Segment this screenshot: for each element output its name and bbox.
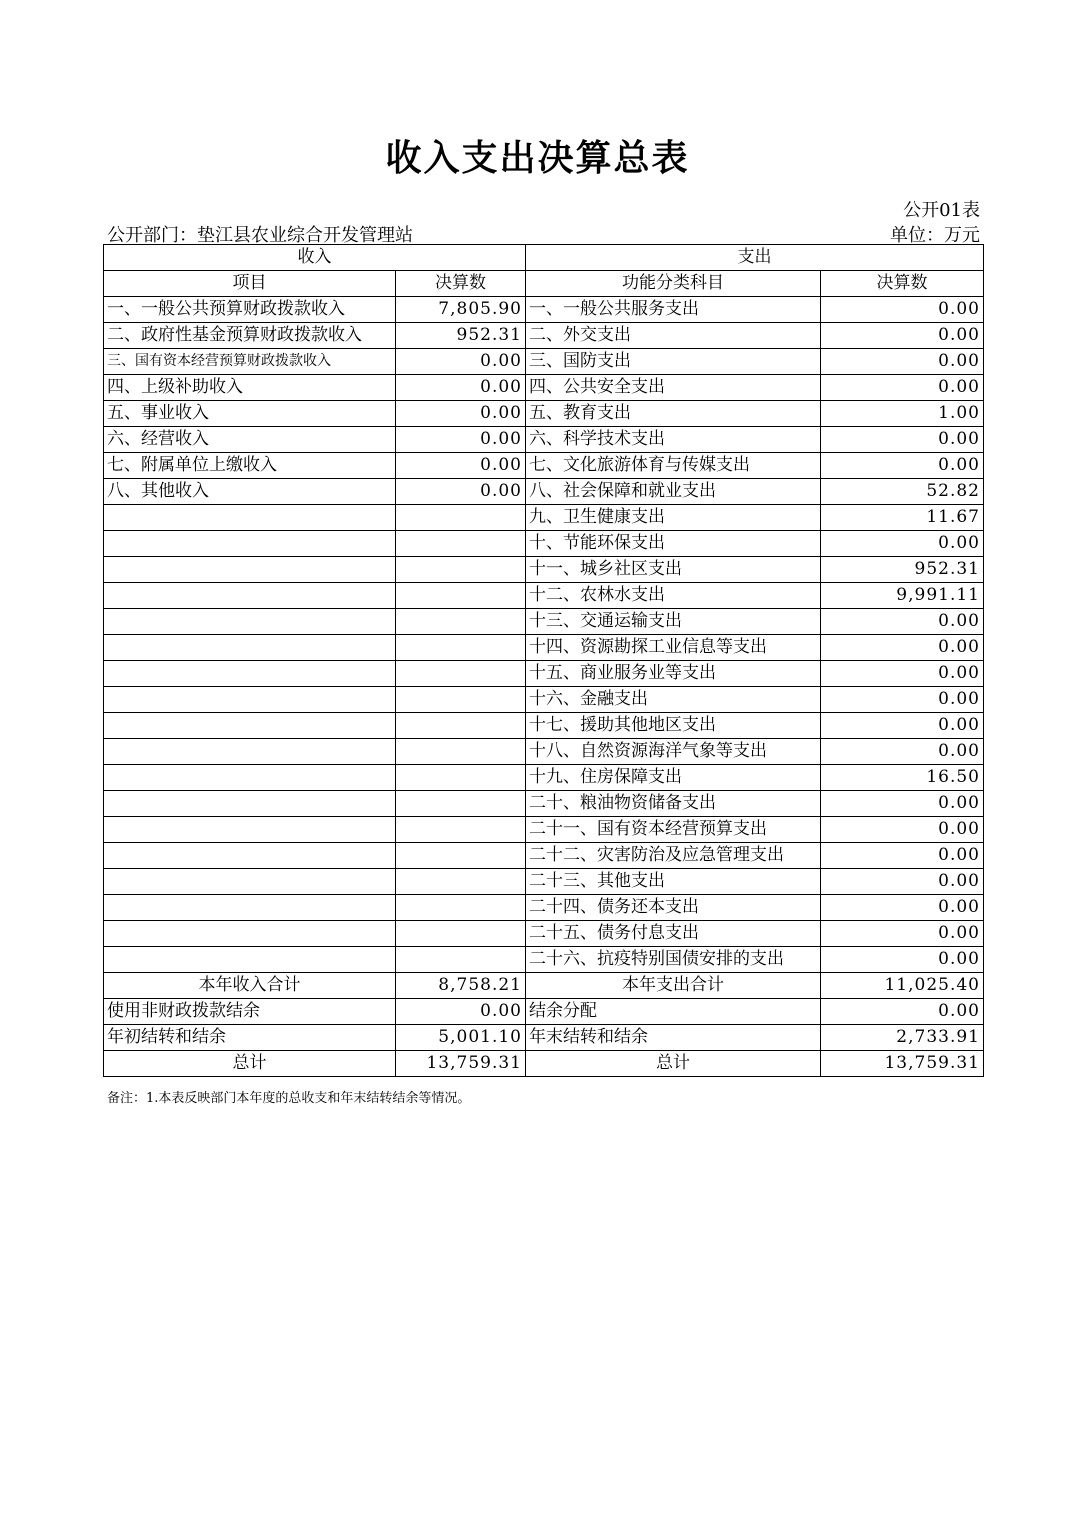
income-item-value <box>396 739 526 765</box>
income-item-value <box>396 583 526 609</box>
expense-item-label: 二十三、其他支出 <box>526 869 821 895</box>
page-title: 收入支出决算总表 <box>385 138 690 179</box>
expense-item-value: 1.00 <box>821 401 984 427</box>
table-row <box>104 843 984 869</box>
expense-item-value: 0.00 <box>821 739 984 765</box>
end-balance-label: 年末结转和结余 <box>526 1025 821 1051</box>
amount-header: 决算数 <box>396 271 526 297</box>
expense-item-label: 二十六、抗疫特别国债安排的支出 <box>526 947 821 973</box>
income-item-value <box>396 869 526 895</box>
table-row <box>104 817 984 843</box>
expense-item-label: 十八、自然资源海洋气象等支出 <box>526 739 821 765</box>
expense-item-value: 952.31 <box>821 557 984 583</box>
expense-item-value: 0.00 <box>821 297 984 323</box>
table-row <box>104 921 984 947</box>
income-item-value: 0.00 <box>396 453 526 479</box>
income-item-label: 六、经营收入 <box>104 427 396 453</box>
expense-item-label: 二十五、债务付息支出 <box>526 921 821 947</box>
expense-item-value: 0.00 <box>821 791 984 817</box>
balance-row-2 <box>104 1025 984 1051</box>
nonfiscal-value: 0.00 <box>396 999 526 1025</box>
form-code: 公开01表 <box>903 200 980 221</box>
expense-item-value: 0.00 <box>821 375 984 401</box>
table-row <box>104 453 984 479</box>
table-row <box>104 791 984 817</box>
income-item-label <box>104 635 396 661</box>
total-row <box>104 973 984 999</box>
header-row-top <box>104 245 984 271</box>
expense-item-value: 0.00 <box>821 895 984 921</box>
table-row <box>104 297 984 323</box>
income-item-label <box>104 661 396 687</box>
begin-balance-label: 年初结转和结余 <box>104 1025 396 1051</box>
expense-item-label: 十三、交通运输支出 <box>526 609 821 635</box>
income-item-value <box>396 895 526 921</box>
expense-item-label: 九、卫生健康支出 <box>526 505 821 531</box>
income-item-value <box>396 609 526 635</box>
grand-total-income-label: 总计 <box>104 1051 396 1077</box>
end-balance-value: 2,733.91 <box>821 1025 984 1051</box>
expense-item-label: 十一、城乡社区支出 <box>526 557 821 583</box>
expense-item-label: 六、科学技术支出 <box>526 427 821 453</box>
footnote: 备注：1.本表反映部门本年度的总收支和年末结转结余等情况。 <box>107 1091 471 1106</box>
department-label: 公开部门：垫江县农业综合开发管理站 <box>107 225 413 246</box>
expense-total-value: 11,025.40 <box>821 973 984 999</box>
income-item-value <box>396 661 526 687</box>
grand-total-row <box>104 1051 984 1077</box>
table-row <box>104 375 984 401</box>
expense-item-value: 0.00 <box>821 323 984 349</box>
income-item-label: 四、上级补助收入 <box>104 375 396 401</box>
expense-item-label: 十、节能环保支出 <box>526 531 821 557</box>
table-row <box>104 895 984 921</box>
table-row <box>104 323 984 349</box>
income-item-value <box>396 635 526 661</box>
distribution-label: 结余分配 <box>526 999 821 1025</box>
expense-item-label: 二十一、国有资本经营预算支出 <box>526 817 821 843</box>
expense-item-value: 0.00 <box>821 869 984 895</box>
table-row <box>104 479 984 505</box>
expense-item-label: 七、文化旅游体育与传媒支出 <box>526 453 821 479</box>
expense-item-label: 三、国防支出 <box>526 349 821 375</box>
balance-row-1 <box>104 999 984 1025</box>
income-item-label <box>104 557 396 583</box>
expense-item-label: 十五、商业服务业等支出 <box>526 661 821 687</box>
income-item-label: 七、附属单位上缴收入 <box>104 453 396 479</box>
income-item-label <box>104 947 396 973</box>
grand-total-expense-label: 总计 <box>526 1051 821 1077</box>
income-total-label: 本年收入合计 <box>104 973 396 999</box>
grand-total-expense-value: 13,759.31 <box>821 1051 984 1077</box>
income-item-label <box>104 713 396 739</box>
expense-item-label: 八、社会保障和就业支出 <box>526 479 821 505</box>
income-item-value <box>396 843 526 869</box>
nonfiscal-label: 使用非财政拨款结余 <box>104 999 396 1025</box>
expense-item-value: 0.00 <box>821 921 984 947</box>
expense-total-label: 本年支出合计 <box>526 973 821 999</box>
income-item-label: 五、事业收入 <box>104 401 396 427</box>
income-item-value <box>396 531 526 557</box>
income-item-label <box>104 895 396 921</box>
expense-item-label: 二、外交支出 <box>526 323 821 349</box>
amount-header-2: 决算数 <box>821 271 984 297</box>
table-row <box>104 869 984 895</box>
table-row <box>104 765 984 791</box>
income-item-label <box>104 739 396 765</box>
expense-item-value: 11.67 <box>821 505 984 531</box>
table-row <box>104 557 984 583</box>
income-item-label <box>104 921 396 947</box>
income-item-label <box>104 791 396 817</box>
table-row <box>104 635 984 661</box>
expense-item-value: 0.00 <box>821 687 984 713</box>
income-item-value <box>396 947 526 973</box>
table-row <box>104 687 984 713</box>
table-row <box>104 427 984 453</box>
expense-item-label: 一、一般公共服务支出 <box>526 297 821 323</box>
expense-item-label: 十四、资源勘探工业信息等支出 <box>526 635 821 661</box>
expense-item-label: 十二、农林水支出 <box>526 583 821 609</box>
table-row <box>104 531 984 557</box>
expense-item-label: 十七、援助其他地区支出 <box>526 713 821 739</box>
header-row-sub <box>104 271 984 297</box>
income-item-label: 一、一般公共预算财政拨款收入 <box>104 297 396 323</box>
expense-item-label: 二十、粮油物资储备支出 <box>526 791 821 817</box>
unit-label: 单位：万元 <box>890 225 980 246</box>
table-body <box>104 245 984 973</box>
expense-item-label: 二十二、灾害防治及应急管理支出 <box>526 843 821 869</box>
income-item-value <box>396 687 526 713</box>
expense-item-value: 0.00 <box>821 635 984 661</box>
income-item-value: 0.00 <box>396 479 526 505</box>
table-row <box>104 401 984 427</box>
func-category-header: 功能分类科目 <box>526 271 821 297</box>
table-row <box>104 661 984 687</box>
expense-item-value: 0.00 <box>821 947 984 973</box>
expense-item-value: 0.00 <box>821 843 984 869</box>
income-item-value <box>396 791 526 817</box>
item-header: 项目 <box>104 271 396 297</box>
income-item-value: 0.00 <box>396 401 526 427</box>
table-row <box>104 609 984 635</box>
expense-item-value: 0.00 <box>821 453 984 479</box>
table-row <box>104 713 984 739</box>
expense-item-value: 16.50 <box>821 765 984 791</box>
income-item-label <box>104 765 396 791</box>
expense-item-value: 0.00 <box>821 531 984 557</box>
income-item-label <box>104 531 396 557</box>
income-item-label: 二、政府性基金预算财政拨款收入 <box>104 323 396 349</box>
income-header: 收入 <box>104 245 526 271</box>
grand-total-income-value: 13,759.31 <box>396 1051 526 1077</box>
income-item-label: 八、其他收入 <box>104 479 396 505</box>
expense-header: 支出 <box>526 245 984 271</box>
begin-balance-value: 5,001.10 <box>396 1025 526 1051</box>
income-item-label <box>104 843 396 869</box>
income-item-value: 0.00 <box>396 375 526 401</box>
expense-item-value: 52.82 <box>821 479 984 505</box>
income-item-value: 0.00 <box>396 427 526 453</box>
expense-item-value: 0.00 <box>821 713 984 739</box>
expense-item-value: 0.00 <box>821 349 984 375</box>
income-item-label: 三、国有资本经营预算财政拨款收入 <box>104 349 396 375</box>
income-item-value: 7,805.90 <box>396 297 526 323</box>
income-item-label <box>104 609 396 635</box>
budget-table <box>103 244 984 1077</box>
table-row <box>104 583 984 609</box>
income-item-value <box>396 557 526 583</box>
income-item-label <box>104 505 396 531</box>
expense-item-value: 9,991.11 <box>821 583 984 609</box>
expense-item-label: 二十四、债务还本支出 <box>526 895 821 921</box>
expense-item-label: 十九、住房保障支出 <box>526 765 821 791</box>
distribution-value: 0.00 <box>821 999 984 1025</box>
income-item-value: 952.31 <box>396 323 526 349</box>
expense-item-label: 四、公共安全支出 <box>526 375 821 401</box>
income-item-label <box>104 817 396 843</box>
income-item-label <box>104 869 396 895</box>
income-item-value <box>396 765 526 791</box>
income-item-label <box>104 583 396 609</box>
income-item-value <box>396 713 526 739</box>
income-item-label <box>104 687 396 713</box>
expense-item-value: 0.00 <box>821 661 984 687</box>
table-row <box>104 349 984 375</box>
summary-body <box>104 973 984 1077</box>
income-item-value <box>396 817 526 843</box>
expense-item-value: 0.00 <box>821 609 984 635</box>
expense-item-label: 十六、金融支出 <box>526 687 821 713</box>
table-row <box>104 739 984 765</box>
expense-item-label: 五、教育支出 <box>526 401 821 427</box>
income-item-value <box>396 921 526 947</box>
table-row <box>104 947 984 973</box>
expense-item-value: 0.00 <box>821 427 984 453</box>
income-item-value <box>396 505 526 531</box>
income-total-value: 8,758.21 <box>396 973 526 999</box>
table-row <box>104 505 984 531</box>
expense-item-value: 0.00 <box>821 817 984 843</box>
income-item-value: 0.00 <box>396 349 526 375</box>
